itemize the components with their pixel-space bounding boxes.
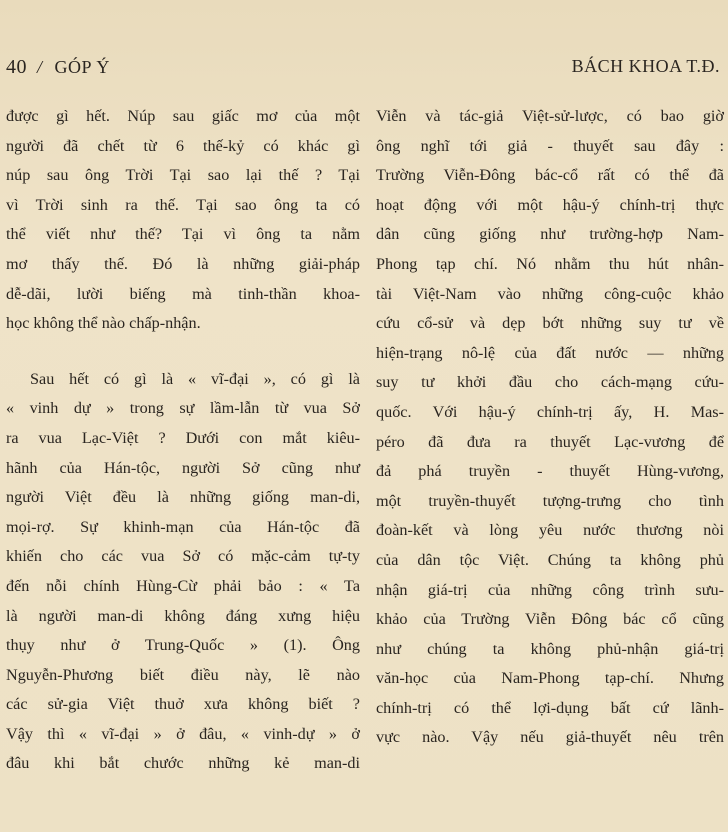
text-line: cứu cổ-sử và dẹp bớt những suy tư về <box>376 314 724 333</box>
header-separator: / <box>37 57 43 77</box>
text-line: các sử-gia Việt thuở xưa không biết ? <box>6 695 360 714</box>
text-line: một truyền-thuyết tượng-trưng cho tình <box>376 491 724 510</box>
text-line: « vinh dự » trong sự lầm-lẫn từ vua Sở <box>6 399 360 418</box>
text-line: Phong tạp chí. Nó nhằm thu hút nhân- <box>376 254 724 273</box>
text-line: quốc. Với hậu-ý chính-trị ấy, H. Mas- <box>376 402 724 421</box>
text-line: khảo của Trường Viễn Đông bác cổ cũng <box>376 610 724 629</box>
text-line: học không thể nào chấp-nhận. <box>6 314 201 333</box>
text-line: mọi-rợ. Sự khinh-mạn của Hán-tộc đã <box>6 517 360 536</box>
text-line: thụy như ở Trung-Quốc » (1). Ông <box>6 636 360 655</box>
text-line: dễ-dãi, lười biếng mà tinh-thần khoa- <box>6 284 360 303</box>
text-line: mơ thấy thế. Đó là những giải-pháp <box>6 254 360 273</box>
text-line: khiến cho các vua Sở có mặc-cảm tự-ty <box>6 547 360 566</box>
text-line: là người man-di không đáng xưng hiệu <box>6 606 360 625</box>
text-line: Trường Viễn-Đông bác-cổ rất có thể đã <box>376 166 724 185</box>
section-title: GÓP Ý <box>54 57 110 77</box>
text-line: nhận giá-trị của những công trình sưu- <box>376 580 724 599</box>
text-line: chính-trị có thể lợi-dụng bất cứ lãnh- <box>376 698 724 717</box>
text-line: của dân tộc Việt. Chúng ta không phủ <box>376 550 724 569</box>
text-line: Sau hết có gì là « vĩ-đại », có gì là <box>30 369 360 388</box>
text-line: hoạt động với một hậu-ý chính-trị thực <box>376 195 724 214</box>
text-line: tài Việt-Nam vào những công-cuộc khảo <box>376 284 724 303</box>
text-line: ông nghĩ tới giả - thuyết sau đây : <box>376 136 724 155</box>
text-line: người đã chết từ 6 thế-kỷ có khác gì <box>6 136 360 155</box>
header-left <box>6 56 110 79</box>
text-line: như chúng ta không phủ-nhận giá-trị <box>376 639 724 658</box>
text-line: vực nào. Vậy nếu giả-thuyết nêu trên <box>376 728 724 747</box>
text-line: đoàn-kết và lòng yêu nước thương nòi <box>376 521 724 540</box>
paragraph-2 <box>6 365 360 779</box>
page-number: 40 <box>6 56 27 78</box>
page-header <box>6 52 720 84</box>
text-line: Nguyễn-Phương biết điều này, lẽ nào <box>6 665 360 684</box>
text-line: được gì hết. Núp sau giấc mơ của một <box>6 107 360 125</box>
right-column <box>376 102 724 753</box>
paragraph-gap <box>6 339 360 365</box>
text-line: Vậy thì « vĩ-đại » ở đâu, « vinh-dự » ở <box>6 724 360 743</box>
text-line: đả phá truyền - thuyết Hùng-vương, <box>376 462 724 481</box>
text-line: người Việt đều là những giống man-di, <box>6 488 360 507</box>
text-line: péro đã đưa ra thuyết Lạc-vương để <box>376 432 724 451</box>
publication-title: BÁCH KHOA T.Đ. <box>571 56 720 76</box>
text-line: dân cũng giống như trường-hợp Nam- <box>376 225 724 244</box>
left-column <box>6 102 360 779</box>
text-line: văn-học của Nam-Phong tạp-chí. Nhưng <box>376 669 724 688</box>
text-line: suy tư khởi đầu cho cách-mạng cứu- <box>376 373 724 392</box>
paragraph-1 <box>6 102 360 339</box>
text-line: hiện-trạng nô-lệ của đất nước — những <box>376 343 724 362</box>
text-line: đâu khi bắt chước những kẻ man-di <box>6 754 360 773</box>
text-line: ra vua Lạc-Việt ? Dưới con mắt kiêu- <box>6 428 360 447</box>
text-line: vì Trời sinh ra thế. Tại sao ông ta có <box>6 195 360 214</box>
text-line: hãnh của Hán-tộc, người Sở cũng như <box>6 458 360 477</box>
text-line: thể viết như thế? Tại vì ông ta nằm <box>6 225 360 244</box>
text-line: đến nỗi chính Hùng-Cừ phải bảo : « Ta <box>6 576 360 595</box>
text-line: Viễn và tác-giả Việt-sử-lược, có bao giờ <box>376 107 724 125</box>
text-line: núp sau ông Trời Tại sao lại thế ? Tại <box>6 166 360 185</box>
